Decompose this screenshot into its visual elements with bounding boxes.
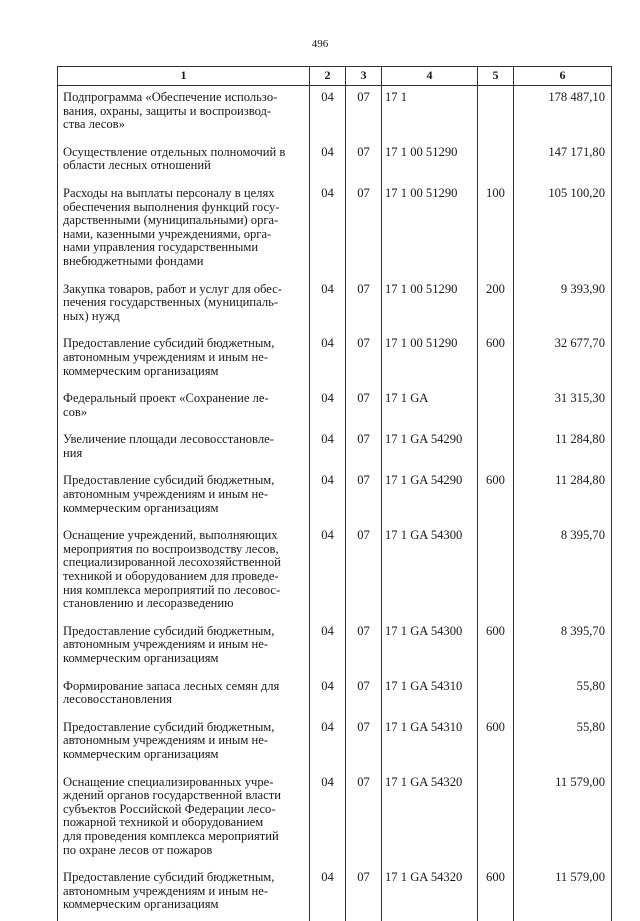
- row-section-cell: 04: [310, 387, 346, 428]
- row-amount-cell: 8 395,70: [514, 524, 612, 620]
- row-expense-type-cell: [478, 675, 514, 716]
- table-row: [58, 620, 612, 675]
- row-name-cell: Предоставление субсидий бюджетным, автономным учреждениям и иным не- коммерческим организациям: [58, 866, 310, 921]
- row-section-cell: 04: [310, 86, 346, 141]
- row-section-cell: 04: [310, 771, 346, 867]
- row-amount-cell: 9 393,90: [514, 278, 612, 333]
- row-section-cell: 04: [310, 716, 346, 771]
- row-subsection-cell: 07: [346, 428, 382, 469]
- row-section-cell: 04: [310, 620, 346, 675]
- column-header: 6: [514, 67, 612, 86]
- row-section-cell: 04: [310, 428, 346, 469]
- row-target-article-cell: 17 1 GA 54320: [382, 771, 478, 867]
- row-subsection-cell: 07: [346, 469, 382, 524]
- row-amount-cell: 55,80: [514, 675, 612, 716]
- row-target-article-cell: 17 1 00 51290: [382, 332, 478, 387]
- table-header-row: [58, 67, 612, 86]
- row-target-article-cell: 17 1 00 51290: [382, 182, 478, 278]
- table-row: [58, 141, 612, 182]
- row-subsection-cell: 07: [346, 771, 382, 867]
- row-subsection-cell: 07: [346, 675, 382, 716]
- row-subsection-cell: 07: [346, 141, 382, 182]
- row-name-cell: Формирование запаса лесных семян для лесовосстановления: [58, 675, 310, 716]
- row-name-cell: Оснащение специализированных учре- ждений органов государственной власти субъектов Российской Федерации лесо- пожарной техникой и оборудованием для проведения комплекса мероприятий по охране лесов от пожаров: [58, 771, 310, 867]
- row-amount-cell: 147 171,80: [514, 141, 612, 182]
- row-subsection-cell: 07: [346, 332, 382, 387]
- row-amount-cell: 31 315,30: [514, 387, 612, 428]
- row-expense-type-cell: [478, 428, 514, 469]
- table-row: [58, 86, 612, 141]
- row-name-cell: Предоставление субсидий бюджетным, автономным учреждениям и иным не- коммерческим организациям: [58, 332, 310, 387]
- column-header: 5: [478, 67, 514, 86]
- row-expense-type-cell: 600: [478, 620, 514, 675]
- row-name-cell: Предоставление субсидий бюджетным, автономным учреждениям и иным не- коммерческим организациям: [58, 469, 310, 524]
- table-row: [58, 866, 612, 921]
- row-expense-type-cell: [478, 387, 514, 428]
- row-amount-cell: 11 284,80: [514, 469, 612, 524]
- row-amount-cell: 11 284,80: [514, 428, 612, 469]
- row-expense-type-cell: [478, 86, 514, 141]
- row-expense-type-cell: 200: [478, 278, 514, 333]
- row-subsection-cell: 07: [346, 387, 382, 428]
- row-name-cell: Расходы на выплаты персоналу в целях обеспечения выполнения функций госу- дарственными (муниципальными) орга- нами, казенными учреждениями, орга- нами управления государственными внебюджетными фондами: [58, 182, 310, 278]
- table-body: [58, 86, 612, 921]
- table-row: [58, 469, 612, 524]
- table-row: [58, 332, 612, 387]
- row-target-article-cell: 17 1 GA 54300: [382, 524, 478, 620]
- table-row: [58, 524, 612, 620]
- page-number: 496: [311, 38, 329, 50]
- column-header: 1: [58, 67, 310, 86]
- table-row: [58, 428, 612, 469]
- row-subsection-cell: 07: [346, 716, 382, 771]
- row-subsection-cell: 07: [346, 86, 382, 141]
- table-row: [58, 182, 612, 278]
- row-expense-type-cell: 100: [478, 182, 514, 278]
- row-amount-cell: 8 395,70: [514, 620, 612, 675]
- row-target-article-cell: 17 1 GA 54320: [382, 866, 478, 921]
- row-name-cell: Увеличение площади лесовосстановле- ния: [58, 428, 310, 469]
- row-section-cell: 04: [310, 469, 346, 524]
- row-amount-cell: 11 579,00: [514, 866, 612, 921]
- column-header: 3: [346, 67, 382, 86]
- row-target-article-cell: 17 1 GA 54310: [382, 675, 478, 716]
- row-target-article-cell: 17 1 GA 54290: [382, 428, 478, 469]
- row-subsection-cell: 07: [346, 278, 382, 333]
- row-name-cell: Осуществление отдельных полномочий в области лесных отношений: [58, 141, 310, 182]
- row-section-cell: 04: [310, 866, 346, 921]
- budget-table: [57, 66, 612, 921]
- row-section-cell: 04: [310, 332, 346, 387]
- row-section-cell: 04: [310, 182, 346, 278]
- row-amount-cell: 105 100,20: [514, 182, 612, 278]
- row-expense-type-cell: 600: [478, 469, 514, 524]
- row-target-article-cell: 17 1 00 51290: [382, 278, 478, 333]
- row-name-cell: Предоставление субсидий бюджетным, автономным учреждениям и иным не- коммерческим организациям: [58, 620, 310, 675]
- column-header: 2: [310, 67, 346, 86]
- row-subsection-cell: 07: [346, 866, 382, 921]
- table-row: [58, 716, 612, 771]
- row-name-cell: Закупка товаров, работ и услуг для обес- печения государственных (муниципаль- ных) нужд: [58, 278, 310, 333]
- column-header: 4: [382, 67, 478, 86]
- table-row: [58, 278, 612, 333]
- table-row: [58, 771, 612, 867]
- row-expense-type-cell: [478, 141, 514, 182]
- row-target-article-cell: 17 1 GA 54310: [382, 716, 478, 771]
- table-row: [58, 675, 612, 716]
- row-expense-type-cell: [478, 771, 514, 867]
- row-amount-cell: 11 579,00: [514, 771, 612, 867]
- row-name-cell: Оснащение учреждений, выполняющих мероприятия по воспроизводству лесов, специализированной лесохозяйственной техникой и оборудованием для проведе- ния комплекса мероприятий по лесовос- становлению и лесоразведению: [58, 524, 310, 620]
- row-amount-cell: 178 487,10: [514, 86, 612, 141]
- row-subsection-cell: 07: [346, 620, 382, 675]
- row-section-cell: 04: [310, 675, 346, 716]
- row-target-article-cell: 17 1 GA 54300: [382, 620, 478, 675]
- row-target-article-cell: 17 1 GA 54290: [382, 469, 478, 524]
- row-amount-cell: 55,80: [514, 716, 612, 771]
- row-name-cell: Федеральный проект «Сохранение ле- сов»: [58, 387, 310, 428]
- row-expense-type-cell: 600: [478, 716, 514, 771]
- row-name-cell: Подпрограмма «Обеспечение использо- вания, охраны, защиты и воспроизвод- ства лесов»: [58, 86, 310, 141]
- row-amount-cell: 32 677,70: [514, 332, 612, 387]
- row-section-cell: 04: [310, 524, 346, 620]
- row-subsection-cell: 07: [346, 524, 382, 620]
- table-row: [58, 387, 612, 428]
- row-expense-type-cell: 600: [478, 332, 514, 387]
- row-section-cell: 04: [310, 278, 346, 333]
- row-name-cell: Предоставление субсидий бюджетным, автономным учреждениям и иным не- коммерческим организациям: [58, 716, 310, 771]
- row-expense-type-cell: 600: [478, 866, 514, 921]
- row-section-cell: 04: [310, 141, 346, 182]
- row-target-article-cell: 17 1: [382, 86, 478, 141]
- row-expense-type-cell: [478, 524, 514, 620]
- row-target-article-cell: 17 1 00 51290: [382, 141, 478, 182]
- row-target-article-cell: 17 1 GA: [382, 387, 478, 428]
- row-subsection-cell: 07: [346, 182, 382, 278]
